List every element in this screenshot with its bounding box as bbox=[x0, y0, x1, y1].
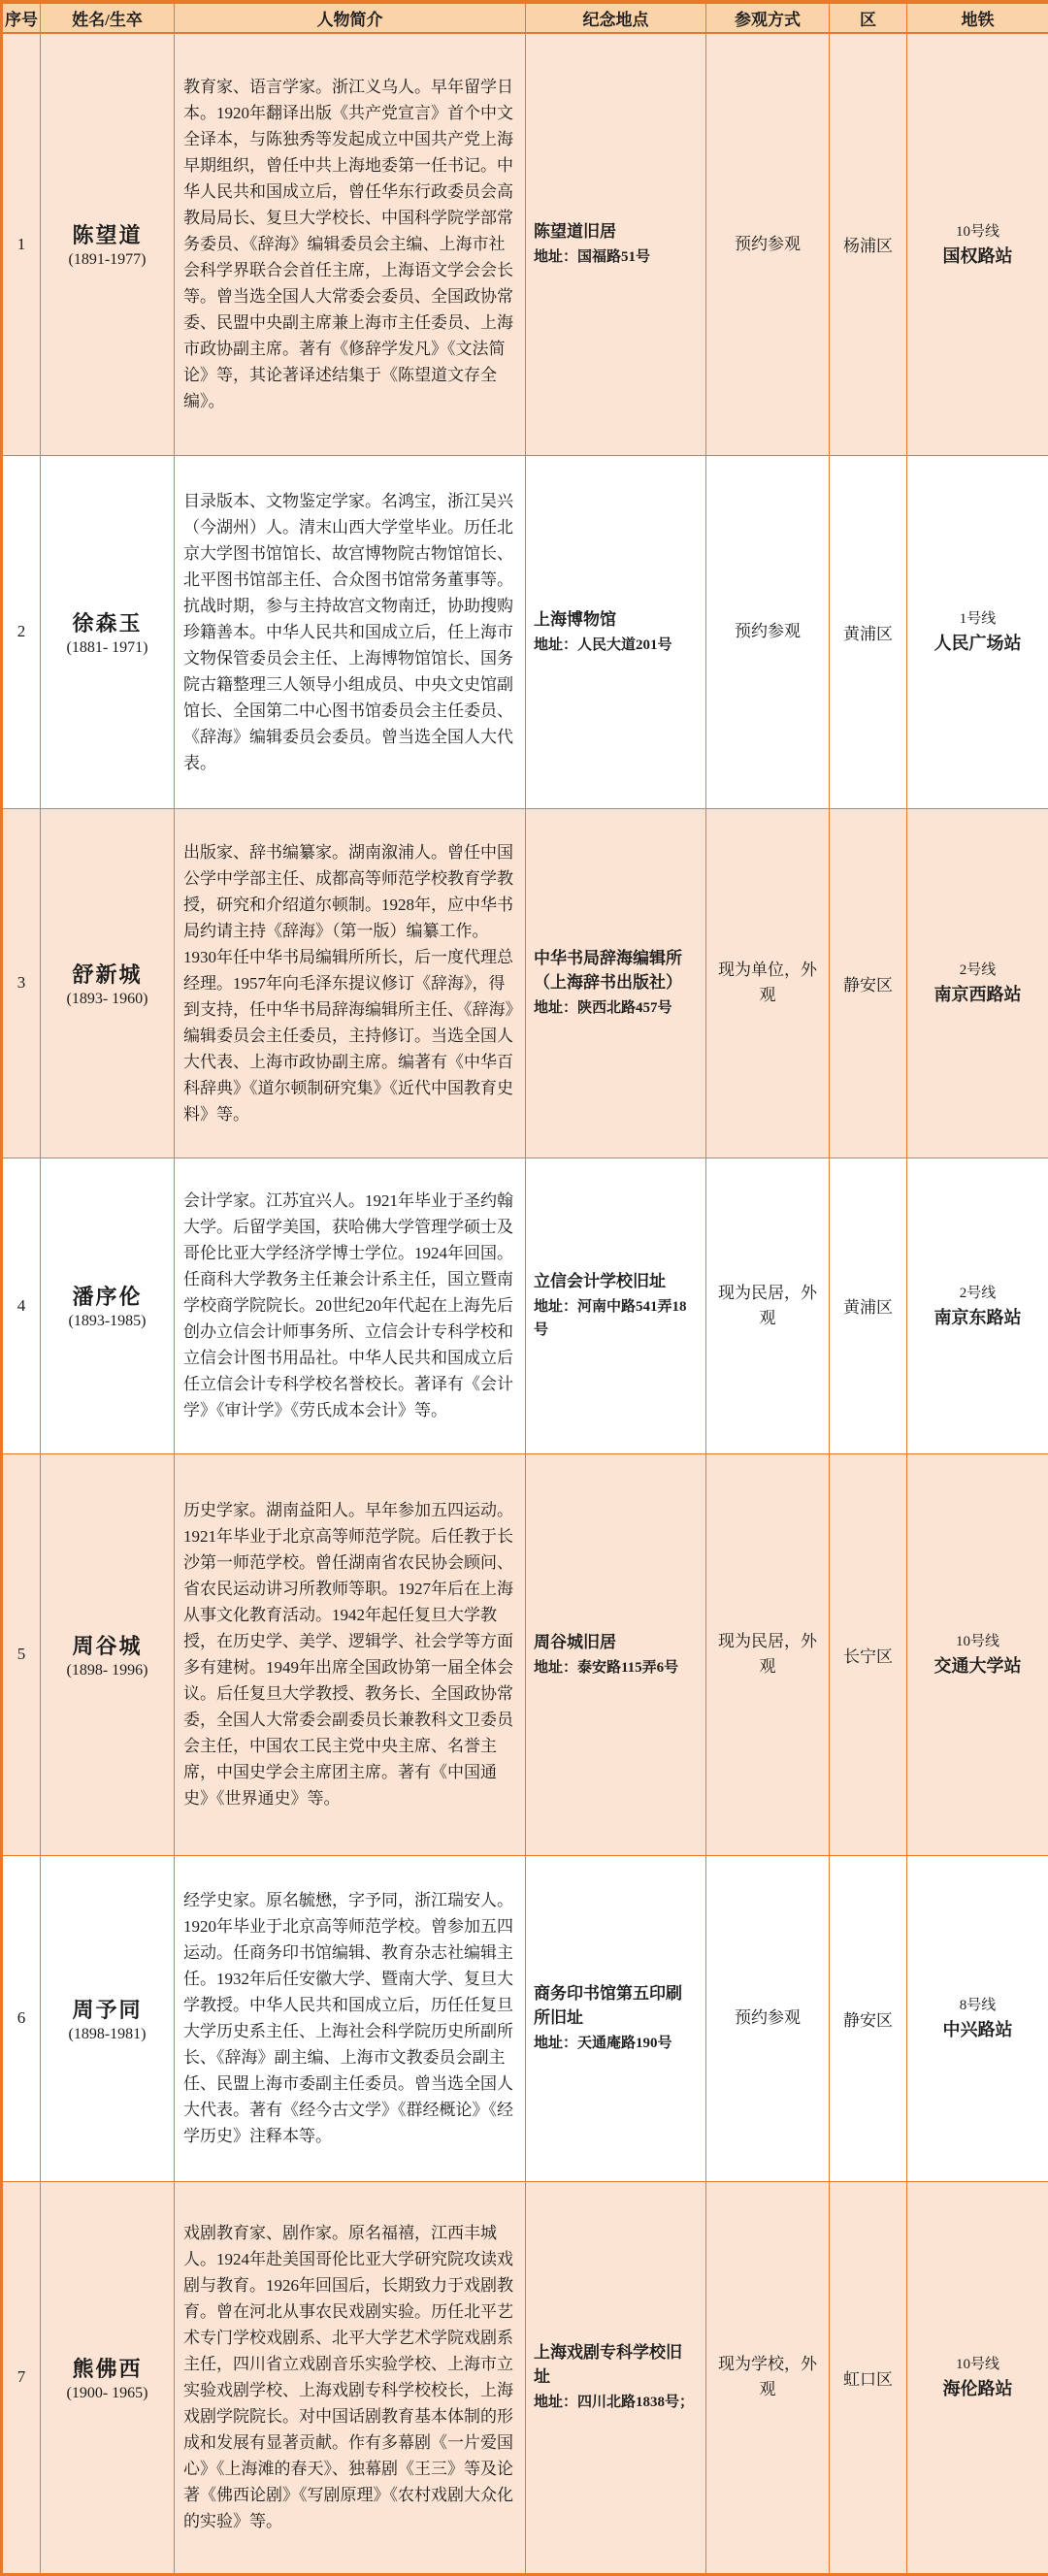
memorial-location-cell bbox=[526, 33, 706, 455]
metro-station: 中兴路站 bbox=[913, 2017, 1042, 2042]
metro-station: 交通大学站 bbox=[913, 1653, 1042, 1679]
metro-cell bbox=[907, 1158, 1048, 1453]
venue-name: 中华书局辞海编辑所（上海辞书出版社） bbox=[534, 946, 698, 995]
person-cell bbox=[41, 1158, 175, 1453]
memorial-location-cell bbox=[526, 1158, 706, 1453]
row-number: 7 bbox=[2, 2181, 41, 2574]
district: 静安区 bbox=[830, 808, 907, 1158]
metro-cell bbox=[907, 808, 1048, 1158]
person-name: 舒新城 bbox=[45, 959, 170, 989]
person-dates: (1898- 1996) bbox=[45, 1662, 170, 1679]
metro-line: 10号线 bbox=[913, 2353, 1042, 2376]
person-bio: 戏剧教育家、剧作家。原名福禧，江西丰城人。1924年赴美国哥伦比亚大学研究院攻读戏剧与教育。1926年回国后，长期致力于戏剧教育。曾在河北从事农民戏剧实验。历任北平艺术专门学校戏剧系、北平大学艺术学院戏剧系主任，四川省立戏剧音乐实验学校、上海市立实验戏剧学校、上海戏剧专科学校校长，上海戏剧学院院长。对中国话剧教育基本体制的形成和发展有显著贡献。作有多幕剧《一片爱国心》《上海滩的春天》、独幕剧《王三》等及论著《佛西论剧》《写剧原理》《农村戏剧大众化的实验》等。 bbox=[175, 2181, 526, 2574]
district: 黄浦区 bbox=[830, 1158, 907, 1453]
visit-method: 现为学校，外观 bbox=[706, 2181, 830, 2574]
table-row bbox=[2, 2181, 1048, 2574]
metro-line: 10号线 bbox=[913, 1630, 1042, 1653]
venue-name: 陈望道旧居 bbox=[534, 219, 698, 244]
visit-method: 现为民居，外观 bbox=[706, 1453, 830, 1855]
person-cell bbox=[41, 1855, 175, 2181]
header-name-dates: 姓名/生卒 bbox=[41, 2, 175, 33]
venue-address: 地址：陕西北路457号 bbox=[534, 996, 698, 1020]
person-bio: 会计学家。江苏宜兴人。1921年毕业于圣约翰大学。后留学美国，获哈佛大学管理学硕士及哥伦比亚大学经济学博士学位。1924年回国。任商科大学教务主任兼会计系主任，国立暨南学校商学院院长。20世纪20年代起在上海先后创办立信会计师事务所、立信会计专科学校和立信会计图书用品社。中华人民共和国成立后任立信会计专科学校名誉校长。著译有《会计学》《审计学》《劳氏成本会计》等。 bbox=[175, 1158, 526, 1453]
visit-method: 现为民居，外观 bbox=[706, 1158, 830, 1453]
person-cell bbox=[41, 808, 175, 1158]
person-bio: 出版家、辞书编纂家。湖南溆浦人。曾任中国公学中学部主任、成都高等师范学校教育学教授，研究和介绍道尔顿制。1928年，应中华书局约请主持《辞海》（第一版）编纂工作。1930年任中华书局编辑所所长，后一度代理总经理。1957年向毛泽东提议修订《辞海》，得到支持，任中华书局辞海编辑所主任、《辞海》编辑委员会主任委员，主持修订。当选全国人大代表、上海市政协副主席。编著有《中华百科辞典》《道尔顿制研究集》《近代中国教育史料》等。 bbox=[175, 808, 526, 1158]
venue-name: 商务印书馆第五印刷所旧址 bbox=[534, 1981, 698, 2030]
venue-name: 周谷城旧居 bbox=[534, 1630, 698, 1654]
person-cell bbox=[41, 1453, 175, 1855]
person-dates: (1881- 1971) bbox=[45, 639, 170, 657]
visit-method: 现为单位，外观 bbox=[706, 808, 830, 1158]
person-bio: 目录版本、文物鉴定学家。名鸿宝，浙江吴兴（今湖州）人。清末山西大学堂毕业。历任北京大学图书馆馆长、故宫博物院古物馆馆长、北平图书馆部主任、合众图书馆常务董事等。抗战时期，参与主持故宫文物南迁，协助搜购珍籍善本。中华人民共和国成立后，任上海市文物保管委员会主任、上海博物馆馆长、国务院古籍整理三人领导小组成员、中央文史馆副馆长、全国第二中心图书馆委员会主任委员、《辞海》编辑委员会委员。曾当选全国人大代表。 bbox=[175, 455, 526, 808]
metro-station: 国权路站 bbox=[913, 244, 1042, 269]
person-bio: 历史学家。湖南益阳人。早年参加五四运动。1921年毕业于北京高等师范学院。后任教于长沙第一师范学校。曾任湖南省农民协会顾问、省农民运动讲习所教师等职。1927年后在上海从事文化教育活动。1942年起任复旦大学教授，在历史学、美学、逻辑学、社会学等方面多有建树。1949年出席全国政协第一届全体会议。后任复旦大学教授、教务长、全国政协常委，全国人大常委会副委员长兼教科文卫委员会主任，中国农工民主党中央主席、名誉主席，中国史学会主席团主席。著有《中国通史》《世界通史》等。 bbox=[175, 1453, 526, 1855]
venue-address: 地址：天通庵路190号 bbox=[534, 2032, 698, 2055]
venue-address: 地址：泰安路115弄6号 bbox=[534, 1656, 698, 1679]
metro-cell bbox=[907, 1453, 1048, 1855]
venue-address: 地址：人民大道201号 bbox=[534, 634, 698, 657]
row-number: 1 bbox=[2, 33, 41, 455]
venue-name: 立信会计学校旧址 bbox=[534, 1269, 698, 1293]
person-name: 陈望道 bbox=[45, 219, 170, 249]
venue-name: 上海戏剧专科学校旧址 bbox=[534, 2340, 698, 2389]
memorial-location-cell bbox=[526, 1855, 706, 2181]
memorial-location-cell bbox=[526, 1453, 706, 1855]
metro-line: 2号线 bbox=[913, 1282, 1042, 1305]
metro-station: 南京西路站 bbox=[913, 982, 1042, 1007]
venue-address: 地址：河南中路541弄18号 bbox=[534, 1295, 698, 1342]
header-row bbox=[2, 2, 1048, 33]
metro-cell bbox=[907, 455, 1048, 808]
person-dates: (1893-1985) bbox=[45, 1313, 170, 1330]
district: 黄浦区 bbox=[830, 455, 907, 808]
person-bio: 经学史家。原名毓懋，字予同，浙江瑞安人。1920年毕业于北京高等师范学校。曾参加五四运动。任商务印书馆编辑、教育杂志社编辑主任。1932年后任安徽大学、暨南大学、复旦大学教授。中华人民共和国成立后，历任任复旦大学历史系主任、上海社会科学院历史所副所长、《辞海》副主编、上海市文教委员会副主任、民盟上海市委副主任委员。曾当选全国人大代表。著有《经今古文学》《群经概论》《经学历史》注释本等。 bbox=[175, 1855, 526, 2181]
header-district: 区 bbox=[830, 2, 907, 33]
metro-cell bbox=[907, 2181, 1048, 2574]
table-row bbox=[2, 808, 1048, 1158]
metro-station: 南京东路站 bbox=[913, 1305, 1042, 1330]
person-name: 熊佛西 bbox=[45, 2353, 170, 2383]
person-cell bbox=[41, 455, 175, 808]
table-row bbox=[2, 1855, 1048, 2181]
venue-address: 地址：国福路51号 bbox=[534, 245, 698, 269]
person-name: 周谷城 bbox=[45, 1630, 170, 1660]
metro-station: 海伦路站 bbox=[913, 2376, 1042, 2401]
person-dates: (1891-1977) bbox=[45, 251, 170, 269]
venue-name: 上海博物馆 bbox=[534, 607, 698, 632]
row-number: 6 bbox=[2, 1855, 41, 2181]
header-no: 序号 bbox=[2, 2, 41, 33]
person-name: 徐森玉 bbox=[45, 607, 170, 637]
metro-line: 8号线 bbox=[913, 1994, 1042, 2017]
metro-line: 1号线 bbox=[913, 607, 1042, 631]
memorial-location-cell bbox=[526, 455, 706, 808]
person-name: 潘序伦 bbox=[45, 1281, 170, 1311]
metro-cell bbox=[907, 1855, 1048, 2181]
metro-cell bbox=[907, 33, 1048, 455]
visit-method: 预约参观 bbox=[706, 455, 830, 808]
person-dates: (1898-1981) bbox=[45, 2026, 170, 2043]
venue-address: 地址：四川北路1838号； bbox=[534, 2391, 698, 2414]
row-number: 4 bbox=[2, 1158, 41, 1453]
header-visit: 参观方式 bbox=[706, 2, 830, 33]
memorial-location-cell bbox=[526, 808, 706, 1158]
table-row bbox=[2, 1158, 1048, 1453]
metro-line: 2号线 bbox=[913, 959, 1042, 982]
visit-method: 预约参观 bbox=[706, 1855, 830, 2181]
person-name: 周予同 bbox=[45, 1994, 170, 2024]
person-dates: (1900- 1965) bbox=[45, 2385, 170, 2402]
table-row bbox=[2, 33, 1048, 455]
district: 虹口区 bbox=[830, 2181, 907, 2574]
person-dates: (1893- 1960) bbox=[45, 991, 170, 1008]
header-metro: 地铁 bbox=[907, 2, 1048, 33]
header-bio: 人物简介 bbox=[175, 2, 526, 33]
metro-station: 人民广场站 bbox=[913, 631, 1042, 656]
person-cell bbox=[41, 33, 175, 455]
metro-line: 10号线 bbox=[913, 220, 1042, 244]
row-number: 3 bbox=[2, 808, 41, 1158]
person-cell bbox=[41, 2181, 175, 2574]
table-row bbox=[2, 455, 1048, 808]
table-row bbox=[2, 1453, 1048, 1855]
row-number: 2 bbox=[2, 455, 41, 808]
visit-method: 预约参观 bbox=[706, 33, 830, 455]
row-number: 5 bbox=[2, 1453, 41, 1855]
person-bio: 教育家、语言学家。浙江义乌人。早年留学日本。1920年翻译出版《共产党宣言》首个中文全译本，与陈独秀等发起成立中国共产党上海早期组织，曾任中共上海地委第一任书记。中华人民共和国成立后，曾任华东行政委员会高教局局长、复旦大学校长、中国科学院学部常务委员、《辞海》编辑委员会主编、上海市社会科学界联合会首任主席，上海语文学会会长等。曾当选全国人大常委会委员、全国政协常委、民盟中央副主席兼上海市主任委员、上海市政协副主席。著有《修辞学发凡》《文法简论》等，其论著译述结集于《陈望道文存全编》。 bbox=[175, 33, 526, 455]
district: 静安区 bbox=[830, 1855, 907, 2181]
memorial-location-cell bbox=[526, 2181, 706, 2574]
district: 长宁区 bbox=[830, 1453, 907, 1855]
header-location: 纪念地点 bbox=[526, 2, 706, 33]
district: 杨浦区 bbox=[830, 33, 907, 455]
